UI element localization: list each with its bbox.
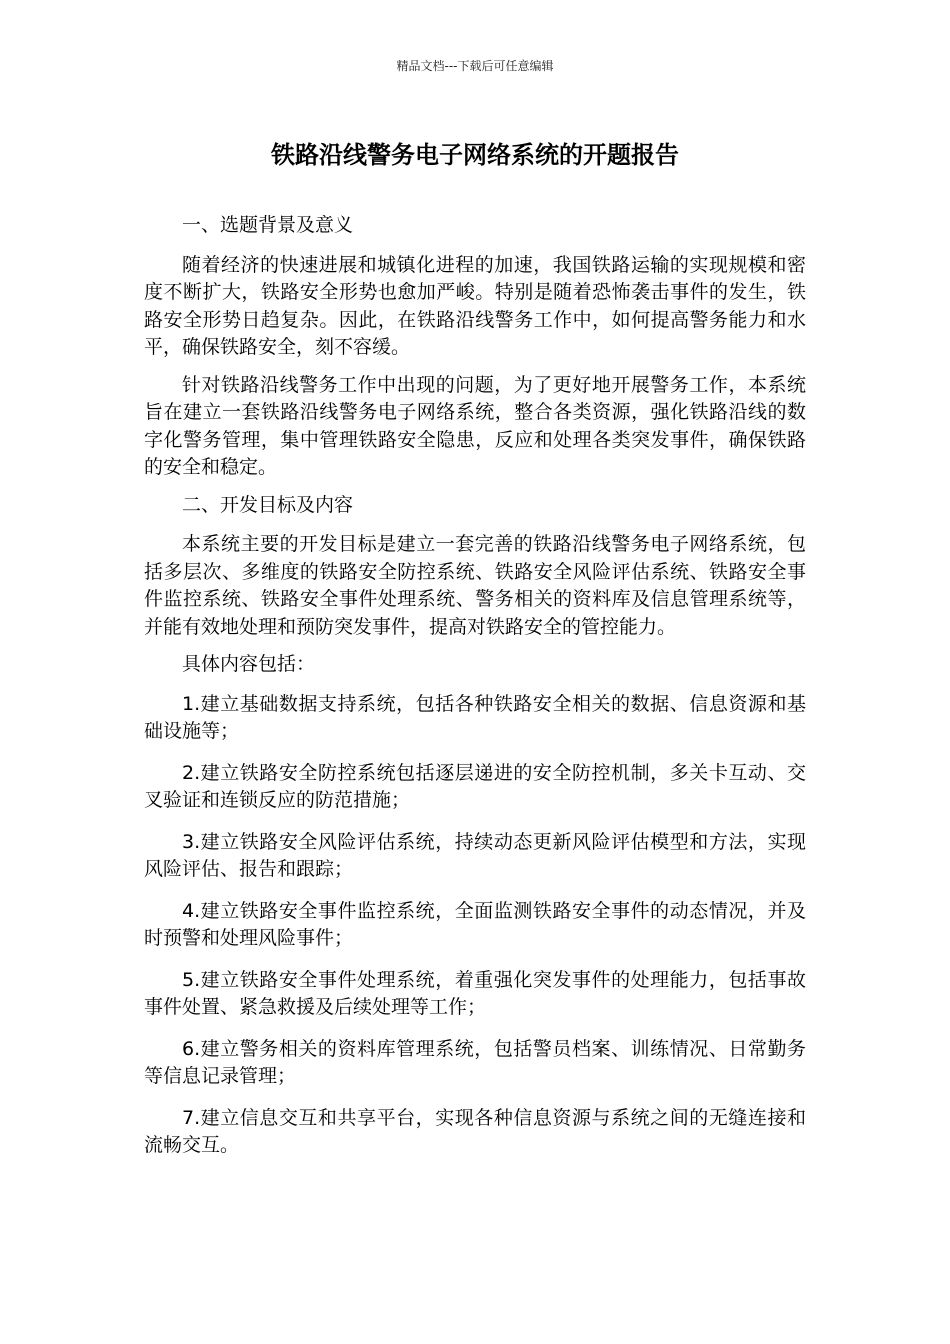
paragraph-goals: 本系统主要的开发目标是建立一套完善的铁路沿线警务电子网络系统，包括多层次、多维度的铁路安全防控系统、铁路安全风险评估系统、铁路安全事件监控系统、铁路安全事件处理系统、警务相关的资料库及信息管理系统等，并能有效地处理和预防突发事件，提高对铁路安全的管控能力。 [144,533,806,638]
section-heading-goals: 二、开发目标及内容 [182,493,354,516]
header-note: 精品文档---下载后可任意编辑 [396,59,554,73]
document-body [144,212,806,1174]
list-item: 2.建立铁路安全防控系统包括逐层递进的安全防控机制，多关卡互动、交叉验证和连锁反应的防范措施； [144,761,806,811]
list-item: 6.建立警务相关的资料库管理系统，包括警员档案、训练情况、日常勤务等信息记录管理； [144,1037,806,1087]
paragraph-background-1: 随着经济的快速进展和城镇化进程的加速，我国铁路运输的实现规模和密度不断扩大，铁路安全形势也愈加严峻。特别是随着恐怖袭击事件的发生，铁路安全形势日趋复杂。因此，在铁路沿线警务工作中，如何提高警务能力和水平，确保铁路安全，刻不容缓。 [144,253,806,358]
content-intro: 具体内容包括： [182,653,316,675]
document-title: 铁路沿线警务电子网络系统的开题报告 [271,141,679,169]
list-item: 5.建立铁路安全事件处理系统，着重强化突发事件的处理能力，包括事故事件处置、紧急救援及后续处理等工作； [144,968,806,1018]
list-item: 3.建立铁路安全风险评估系统，持续动态更新风险评估模型和方法，实现风险评估、报告和跟踪； [144,830,806,880]
section-heading-background: 一、选题背景及意义 [182,214,354,236]
list-item: 1.建立基础数据支持系统，包括各种铁路安全相关的数据、信息资源和基础设施等； [144,692,806,742]
list-item: 4.建立铁路安全事件监控系统，全面监测铁路安全事件的动态情况，并及时预警和处理风险事件； [144,899,806,949]
list-item: 7.建立信息交互和共享平台，实现各种信息资源与系统之间的无缝连接和流畅交互。 [144,1106,806,1156]
paragraph-background-2: 针对铁路沿线警务工作中出现的问题，为了更好地开展警务工作，本系统旨在建立一套铁路沿线警务电子网络系统，整合各类资源，强化铁路沿线的数字化警务管理，集中管理铁路安全隐患，反应和处理各类突发事件，确保铁路的安全和稳定。 [144,373,806,478]
